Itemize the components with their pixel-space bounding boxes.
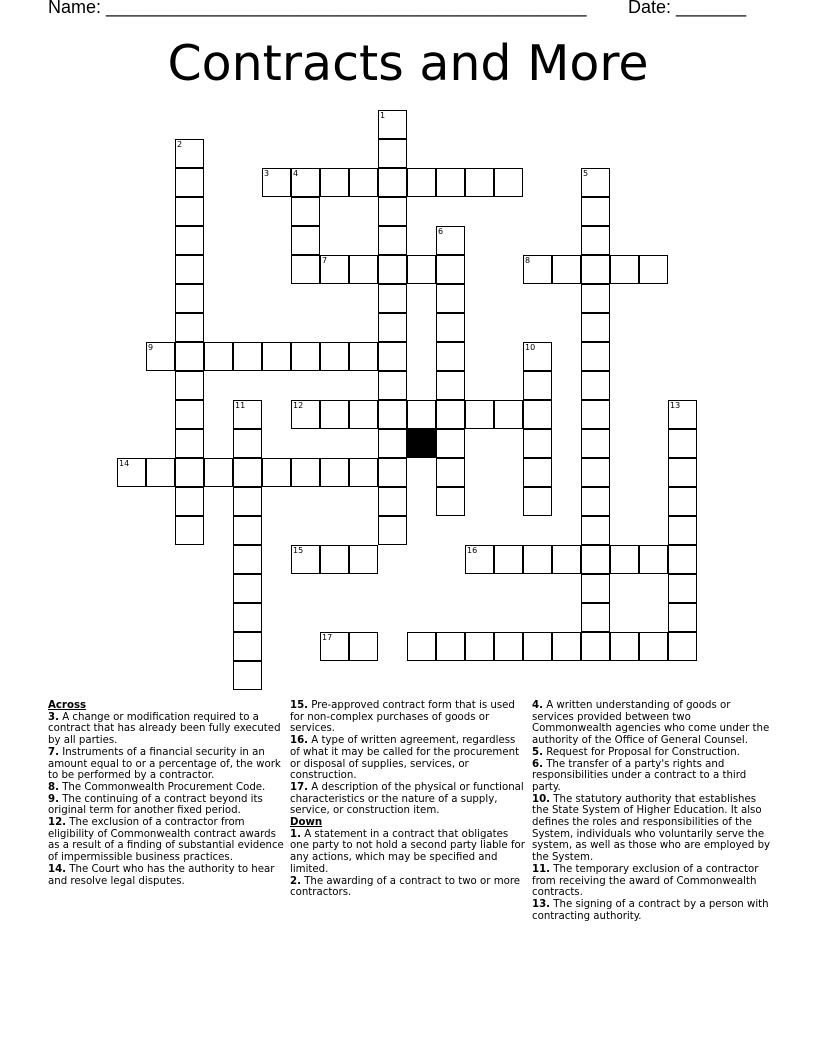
- grid-cell[interactable]: [175, 226, 204, 255]
- date-field-label: Date: _______: [628, 0, 747, 17]
- clue-number: 14.: [48, 863, 67, 875]
- grid-cell[interactable]: [639, 545, 668, 574]
- grid-cell[interactable]: [581, 371, 610, 400]
- grid-cell[interactable]: [552, 255, 581, 284]
- clue: [290, 782, 526, 817]
- grid-cell[interactable]: [349, 632, 378, 661]
- clue-number: 10.: [532, 793, 551, 805]
- grid-cell[interactable]: [668, 429, 697, 458]
- clue-number: 17: [322, 633, 333, 642]
- clue-text: A written understanding of goods or services provided between two Commonwealth agencies who come under the authority of the Office of General Counsel.: [532, 700, 770, 747]
- clue-number: 13: [670, 401, 681, 410]
- grid-cell[interactable]: [378, 342, 407, 371]
- clue-number: 1.: [290, 828, 301, 840]
- grid-cell[interactable]: [175, 371, 204, 400]
- clue-number: 6.: [532, 758, 543, 770]
- grid-cell[interactable]: [291, 226, 320, 255]
- grid-cell[interactable]: [581, 632, 610, 661]
- grid-cell[interactable]: [378, 255, 407, 284]
- clue-text: A type of written agreement, regardless of what it may be called for the procurement or disposal of supplies, services, or construction.: [290, 735, 520, 782]
- clue-text: A statement in a contract that obligates one party to not hold a second party liable for any actions, which may be specified and limited.: [290, 828, 525, 875]
- grid-cell[interactable]: [494, 400, 523, 429]
- clue-text: Request for Proposal for Construction.: [542, 746, 740, 758]
- grid-cell[interactable]: [581, 400, 610, 429]
- grid-cell[interactable]: [233, 632, 262, 661]
- grid-cell[interactable]: [465, 168, 494, 197]
- grid-cell[interactable]: [552, 632, 581, 661]
- grid-cell[interactable]: [233, 487, 262, 516]
- grid-cell[interactable]: [436, 487, 465, 516]
- grid-cell[interactable]: [465, 400, 494, 429]
- grid-cell[interactable]: [262, 342, 291, 371]
- grid-cell[interactable]: [581, 429, 610, 458]
- grid-cell[interactable]: [175, 342, 204, 371]
- clue: [290, 700, 526, 735]
- clue-number: 11: [235, 401, 246, 410]
- clue-text: The continuing of a contract beyond its original term for another fixed period.: [48, 793, 263, 817]
- grid-cell[interactable]: [175, 400, 204, 429]
- clue: [48, 782, 284, 794]
- grid-cell[interactable]: [523, 487, 552, 516]
- page-title: Contracts and More: [167, 35, 649, 92]
- grid-cell[interactable]: [610, 632, 639, 661]
- clues-column-2: [290, 700, 526, 899]
- grid-cell[interactable]: [320, 400, 349, 429]
- grid-cell[interactable]: [610, 545, 639, 574]
- grid-cell[interactable]: [349, 400, 378, 429]
- name-field-label: Name: ________________________________________________: [48, 0, 587, 17]
- clue-number: 17.: [290, 781, 309, 793]
- grid-cell[interactable]: [204, 458, 233, 487]
- grid-cell[interactable]: [436, 168, 465, 197]
- grid-cell[interactable]: [175, 139, 204, 168]
- clue-number: 8: [525, 256, 531, 265]
- clue-number: 4: [293, 169, 299, 178]
- grid-cell[interactable]: [581, 197, 610, 226]
- grid-cell[interactable]: [523, 545, 552, 574]
- grid-cell[interactable]: [378, 371, 407, 400]
- grid-cell[interactable]: [291, 342, 320, 371]
- grid-cell[interactable]: [175, 429, 204, 458]
- grid-cell[interactable]: [262, 458, 291, 487]
- grid-cell[interactable]: [349, 458, 378, 487]
- grid-cell[interactable]: [291, 197, 320, 226]
- clue: [48, 794, 284, 817]
- grid-cell[interactable]: [436, 632, 465, 661]
- grid-cell[interactable]: [378, 516, 407, 545]
- across-heading: Across: [48, 700, 87, 711]
- grid-cell[interactable]: [175, 487, 204, 516]
- grid-cell[interactable]: [581, 603, 610, 632]
- grid-cell[interactable]: [668, 458, 697, 487]
- grid-cell[interactable]: [378, 139, 407, 168]
- grid-cell[interactable]: [320, 168, 349, 197]
- grid-cell[interactable]: [552, 545, 581, 574]
- clue-text: The Court who has the authority to hear and resolve legal disputes.: [48, 863, 275, 887]
- grid-cell[interactable]: [668, 603, 697, 632]
- grid-cell[interactable]: [668, 574, 697, 603]
- grid-cell[interactable]: [291, 400, 320, 429]
- grid-cell[interactable]: [523, 371, 552, 400]
- across-clue-list: [48, 712, 284, 888]
- clue-number: 7.: [48, 746, 59, 758]
- grid-cell[interactable]: [523, 255, 552, 284]
- grid-cell[interactable]: [233, 400, 262, 429]
- grid-cell[interactable]: [233, 342, 262, 371]
- clues-column-3: [532, 700, 772, 922]
- grid-cell[interactable]: [581, 487, 610, 516]
- grid-cell[interactable]: [291, 458, 320, 487]
- grid-cell[interactable]: [117, 458, 146, 487]
- clue: [48, 817, 284, 864]
- grid-cell[interactable]: [378, 168, 407, 197]
- grid-cell[interactable]: [349, 168, 378, 197]
- down-clue-list-continued: [532, 700, 772, 922]
- grid-cell[interactable]: [581, 255, 610, 284]
- grid-cell[interactable]: [146, 342, 175, 371]
- grid-cell[interactable]: [581, 545, 610, 574]
- grid-cell[interactable]: [494, 168, 523, 197]
- clue-number: 15.: [290, 700, 309, 711]
- clue-number: 16.: [290, 735, 309, 747]
- grid-cell[interactable]: [175, 255, 204, 284]
- clue-text: The transfer of a party's rights and responsibilities under a contract to a third party.: [532, 758, 747, 793]
- grid-cell[interactable]: [407, 168, 436, 197]
- grid-cell[interactable]: [233, 458, 262, 487]
- grid-cell[interactable]: [233, 661, 262, 690]
- clue: [290, 876, 526, 899]
- clue-text: The awarding of a contract to two or more contractors.: [290, 875, 521, 899]
- grid-cell[interactable]: [436, 284, 465, 313]
- clue-number: 10: [525, 343, 536, 352]
- clue-text: The signing of a contract by a person with contracting authority.: [532, 898, 769, 922]
- grid-cell[interactable]: [378, 197, 407, 226]
- grid-cell[interactable]: [436, 313, 465, 342]
- grid-cell[interactable]: [291, 255, 320, 284]
- clue: [48, 864, 284, 887]
- clue-number: 5: [583, 169, 589, 178]
- grid-cell[interactable]: [175, 516, 204, 545]
- clue-text: The temporary exclusion of a contractor from receiving the award of Commonwealth contracts.: [532, 863, 759, 899]
- clue-number: 9.: [48, 793, 59, 805]
- clue-number: 8.: [48, 781, 59, 793]
- clue: [290, 829, 526, 876]
- clue-number: 3: [264, 169, 270, 178]
- grid-cell[interactable]: [436, 371, 465, 400]
- grid-cell[interactable]: [320, 458, 349, 487]
- grid-cell[interactable]: [378, 313, 407, 342]
- grid-cell[interactable]: [581, 168, 610, 197]
- grid-cell[interactable]: [320, 255, 349, 284]
- grid-cell[interactable]: [233, 429, 262, 458]
- grid-cell[interactable]: [581, 516, 610, 545]
- clue-number: 4.: [532, 700, 543, 711]
- grid-cell[interactable]: [436, 458, 465, 487]
- grid-cell[interactable]: [494, 632, 523, 661]
- clue-number: 7: [322, 256, 328, 265]
- grid-cell[interactable]: [668, 632, 697, 661]
- clue-number: 9: [148, 343, 154, 352]
- clue: [48, 712, 284, 747]
- clue: [48, 747, 284, 782]
- grid-cell[interactable]: [668, 400, 697, 429]
- grid-cell[interactable]: [146, 458, 175, 487]
- clue-number: 11.: [532, 863, 551, 875]
- grid-cell[interactable]: [320, 632, 349, 661]
- grid-cell[interactable]: [320, 342, 349, 371]
- grid-cell[interactable]: [349, 342, 378, 371]
- grid-cell[interactable]: [378, 458, 407, 487]
- grid-cell[interactable]: [581, 342, 610, 371]
- grid-cell[interactable]: [639, 632, 668, 661]
- grid-cell[interactable]: [465, 632, 494, 661]
- clue-number: 2.: [290, 875, 301, 887]
- grid-cell[interactable]: [581, 226, 610, 255]
- grid-cell[interactable]: [581, 313, 610, 342]
- grid-cell[interactable]: [175, 313, 204, 342]
- down-clue-list: [290, 829, 526, 899]
- clue: [532, 794, 772, 864]
- grid-cell[interactable]: [523, 429, 552, 458]
- grid-cell[interactable]: [291, 545, 320, 574]
- grid-cell[interactable]: [378, 429, 407, 458]
- grid-cell[interactable]: [407, 632, 436, 661]
- grid-cell[interactable]: [436, 429, 465, 458]
- grid-cell[interactable]: [494, 545, 523, 574]
- clue-number: 15: [293, 546, 304, 555]
- clue-text: A description of the physical or functional characteristics or the nature of a supply, service, or construction item.: [290, 781, 524, 817]
- grid-cell[interactable]: [378, 110, 407, 139]
- grid-cell[interactable]: [233, 603, 262, 632]
- clue: [532, 700, 772, 747]
- grid-cell[interactable]: [291, 168, 320, 197]
- across-clue-list-continued: [290, 700, 526, 817]
- grid-cell[interactable]: [175, 168, 204, 197]
- grid-block-cell: [407, 429, 436, 458]
- clue-number: 6: [438, 227, 444, 236]
- clue: [532, 759, 772, 794]
- grid-cell[interactable]: [378, 400, 407, 429]
- clue-text: A change or modification required to a contract that has already been fully executed by all parties.: [48, 711, 281, 747]
- grid-cell[interactable]: [639, 255, 668, 284]
- grid-cell[interactable]: [175, 458, 204, 487]
- grid-cell[interactable]: [407, 255, 436, 284]
- grid-cell[interactable]: [436, 226, 465, 255]
- grid-cell[interactable]: [262, 168, 291, 197]
- grid-cell[interactable]: [523, 400, 552, 429]
- clue-text: Pre-approved contract form that is used for non-complex purchases of goods or services.: [290, 700, 515, 735]
- clue-number: 12: [293, 401, 304, 410]
- grid-cell[interactable]: [436, 342, 465, 371]
- grid-cell[interactable]: [523, 342, 552, 371]
- grid-cell[interactable]: [436, 400, 465, 429]
- clue: [290, 735, 526, 782]
- grid-cell[interactable]: [668, 516, 697, 545]
- grid-cell[interactable]: [581, 458, 610, 487]
- grid-cell[interactable]: [175, 284, 204, 313]
- clue: [532, 899, 772, 922]
- grid-cell[interactable]: [668, 487, 697, 516]
- down-heading: Down: [290, 817, 323, 829]
- clues-column-1: [48, 700, 284, 887]
- grid-cell[interactable]: [407, 400, 436, 429]
- grid-cell[interactable]: [378, 226, 407, 255]
- clue-text: The exclusion of a contractor from eligibility of Commonwealth contract awards as a result of a finding of substantial evidence of impermissible business practices.: [48, 817, 284, 864]
- grid-cell[interactable]: [233, 516, 262, 545]
- grid-cell[interactable]: [668, 545, 697, 574]
- grid-cell[interactable]: [523, 632, 552, 661]
- grid-cell[interactable]: [436, 255, 465, 284]
- clue-number: 2: [177, 140, 183, 149]
- grid-cell[interactable]: [378, 487, 407, 516]
- grid-cell[interactable]: [320, 545, 349, 574]
- grid-cell[interactable]: [610, 255, 639, 284]
- grid-cell[interactable]: [581, 574, 610, 603]
- grid-cell[interactable]: [523, 458, 552, 487]
- clue-number: 14: [119, 459, 130, 468]
- grid-cell[interactable]: [175, 197, 204, 226]
- clue: [532, 864, 772, 899]
- grid-cell[interactable]: [378, 284, 407, 313]
- grid-cell[interactable]: [233, 574, 262, 603]
- clue-number: 5.: [532, 746, 543, 758]
- grid-cell[interactable]: [465, 545, 494, 574]
- clue-number: 1: [380, 111, 386, 120]
- clue-number: 16: [467, 546, 478, 555]
- clue-text: The statutory authority that establishes the State System of Higher Education. It also defines the roles and responsibilities of the System, individuals who voluntarily serve the system, as well as those who are employed by the System.: [532, 793, 771, 864]
- grid-cell[interactable]: [349, 255, 378, 284]
- grid-cell[interactable]: [233, 545, 262, 574]
- clue-text: Instruments of a financial security in an amount equal to or a percentage of, the work to be performed by a contractor.: [48, 746, 281, 782]
- grid-cell[interactable]: [204, 342, 233, 371]
- grid-cell[interactable]: [349, 545, 378, 574]
- clue-number: 3.: [48, 711, 59, 723]
- clue: [532, 747, 772, 759]
- clue-text: The Commonwealth Procurement Code.: [58, 781, 266, 793]
- clue-number: 13.: [532, 898, 551, 910]
- clue-number: 12.: [48, 817, 67, 829]
- grid-cell[interactable]: [581, 284, 610, 313]
